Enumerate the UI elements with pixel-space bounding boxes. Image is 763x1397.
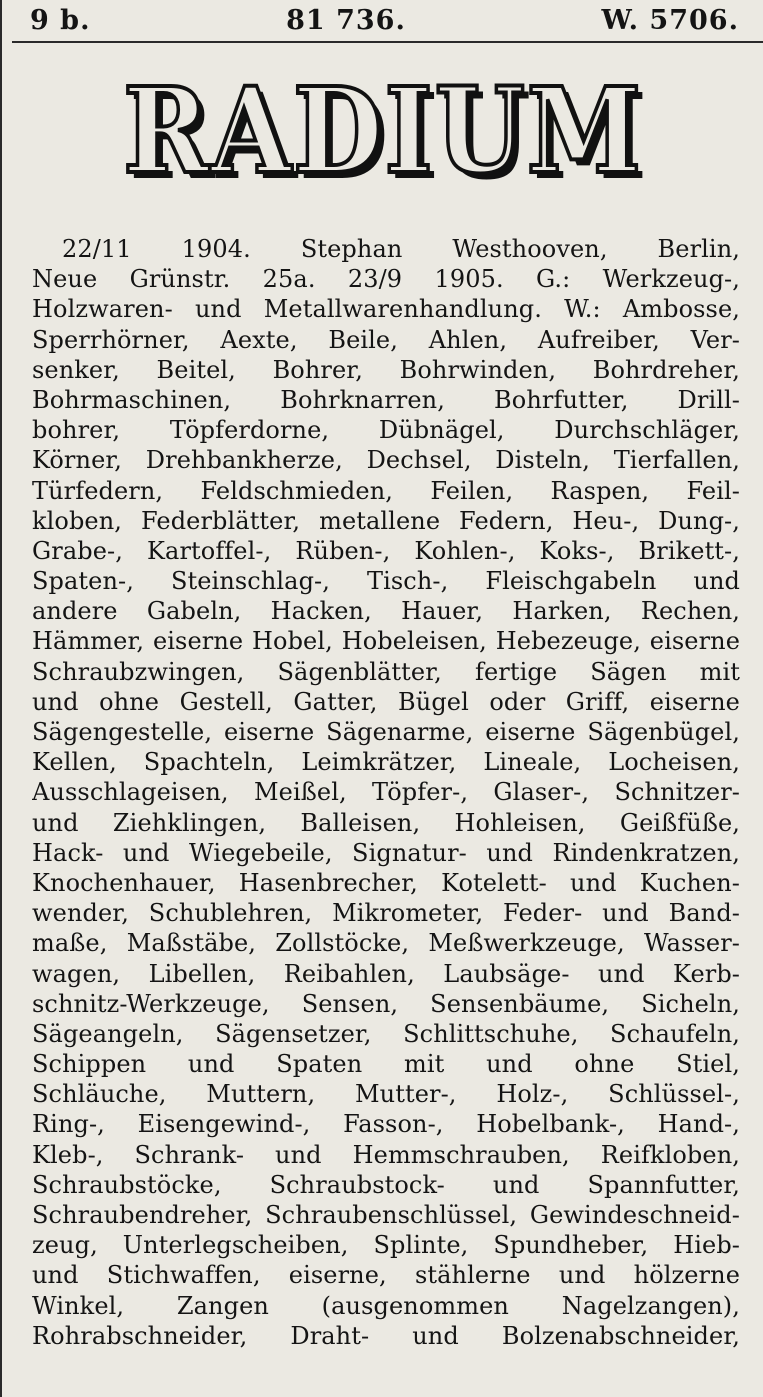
svg-text:RADIUM: RADIUM	[128, 67, 649, 200]
class-number: 9 b.	[30, 4, 91, 36]
text-line: Holzwaren- und Metallwarenhandlung. W.: Ambosse,	[32, 295, 740, 324]
text-line: Schraubstöcke, Schraubstock- und Spannfutter,	[32, 1170, 740, 1199]
text-line: Bohrmaschinen, Bohrknarren, Bohrfutter, Drill-	[32, 385, 740, 414]
text-line: Schraubzwingen, Sägenblätter, fertige Sägen mit	[32, 657, 740, 686]
text-line: Kellen, Spachteln, Leimkrätzer, Lineale, Locheisen,	[32, 748, 740, 777]
text-line: Hämmer, eiserne Hobel, Hobeleisen, Hebezeuge, eiserne	[32, 627, 740, 656]
text-line: andere Gabeln, Hacken, Hauer, Harken, Rechen,	[32, 597, 740, 626]
text-line: maße, Maßstäbe, Zollstöcke, Meßwerkzeuge, Wasser-	[32, 929, 740, 958]
text-line: Knochenhauer, Hasenbrecher, Kotelett- und Kuchen-	[32, 868, 740, 897]
text-line: 22/11 1904. Stephan Westhooven, Berlin,	[62, 235, 740, 263]
text-line: Schippen und Spaten mit und ohne Stiel,	[32, 1050, 740, 1079]
text-line: Schraubendreher, Schraubenschlüssel, Gewindeschneid-	[32, 1201, 740, 1229]
text-line: Ausschlageisen, Meißel, Töpfer-, Glaser-, Schnitzer-	[32, 778, 740, 807]
register-entry-text	[32, 234, 740, 1351]
text-line: bohrer, Töpferdorne, Dübnägel, Durchschläger,	[32, 416, 740, 445]
text-line: kloben, Federblätter, metallene Federn, Heu-, Dung-,	[32, 506, 740, 535]
text-line: Neue Grünstr. 25a. 23/9 1905. G.: Werkzeug-,	[32, 265, 740, 294]
registration-number: 81 736.	[286, 4, 406, 36]
text-line: Ring-, Eisengewind-, Fasson-, Hobelbank-, Hand-,	[32, 1110, 740, 1139]
text-line: und Stichwaffen, eiserne, stählerne und hölzerne	[32, 1261, 740, 1290]
text-line: wagen, Libellen, Reibahlen, Laubsäge- und Kerb-	[32, 959, 740, 988]
text-line: schnitz-Werkzeuge, Sensen, Sensenbäume, Sicheln,	[32, 989, 740, 1018]
text-line: zeug, Unterlegscheiben, Splinte, Spundheber, Hieb-	[32, 1231, 740, 1260]
text-line: Schläuche, Muttern, Mutter-, Holz-, Schlüssel-,	[32, 1080, 740, 1109]
text-line: Körner, Drehbankherze, Dechsel, Disteln, Tierfallen,	[32, 446, 740, 475]
text-line: Sägengestelle, eiserne Sägenarme, eiserne Sägenbügel,	[32, 718, 740, 746]
text-line: Grabe-, Kartoffel-, Rüben-, Kohlen-, Koks-, Brikett-,	[32, 536, 740, 565]
text-line: Kleb-, Schrank- und Hemmschrauben, Reifkloben,	[32, 1140, 740, 1169]
text-line: Hack- und Wiegebeile, Signatur- und Rindenkratzen,	[32, 838, 740, 867]
text-line: Sägeangeln, Sägensetzer, Schlittschuhe, Schaufeln,	[32, 1019, 740, 1048]
file-number: W. 5706.	[601, 4, 739, 36]
text-line: Winkel, Zangen (ausgenommen Nagelzangen),	[32, 1291, 740, 1320]
text-line: wender, Schublehren, Mikrometer, Feder- und Band-	[32, 899, 740, 928]
word-mark-text: RADIUM	[122, 61, 643, 200]
word-mark-graphic	[113, 60, 653, 200]
text-line: und Ziehklingen, Balleisen, Hohleisen, Geißfüße,	[32, 808, 740, 837]
text-line: Rohrabschneider, Draht- und Bolzenabschneider,	[32, 1321, 740, 1350]
page-header	[30, 2, 739, 38]
text-line: Sperrhörner, Aexte, Beile, Ahlen, Aufreiber, Ver-	[32, 325, 740, 354]
text-line: senker, Beitel, Bohrer, Bohrwinden, Bohrdreher,	[32, 355, 740, 384]
trademark-word-mark	[2, 60, 763, 200]
text-line: Türfedern, Feldschmieden, Feilen, Raspen, Feil-	[32, 476, 740, 505]
header-rule	[12, 41, 763, 43]
text-line: Spaten-, Steinschlag-, Tisch-, Fleischgabeln und	[32, 567, 740, 596]
text-line: und ohne Gestell, Gatter, Bügel oder Griff, eiserne	[32, 687, 740, 716]
